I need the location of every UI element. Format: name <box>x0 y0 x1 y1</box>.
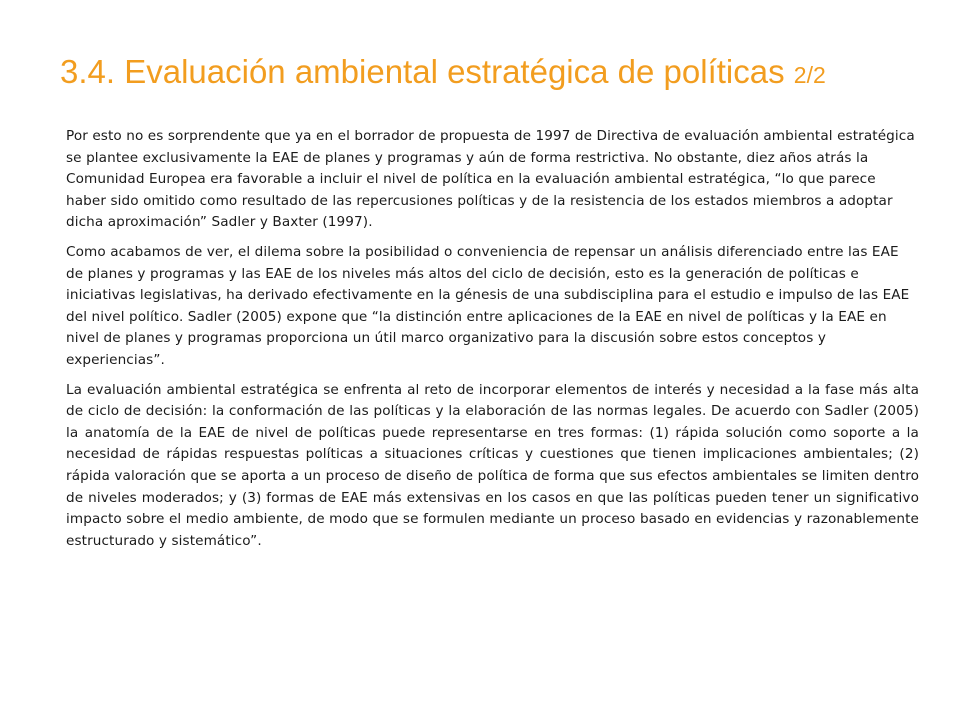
slide-body <box>66 126 919 560</box>
slide-page-indicator: 2/2 <box>793 62 826 88</box>
slide-title-text: 3.4. Evaluación ambiental estratégica de políticas <box>60 53 785 90</box>
paragraph-2: Como acabamos de ver, el dilema sobre la posibilidad o conveniencia de repensar un análisis diferenciado entre las EAE de planes y programas y las EAE de los niveles más altos del ciclo de decisión, esto es la generación de políticas e iniciativas legislativas, ha derivado efectivamente en la génesis de una subdisciplina para el estudio e impulso de las EAE del nivel político. Sadler (2005) expone que “la distinción entre aplicaciones de la EAE en nivel de políticas y la EAE en nivel de planes y programas proporciona un útil marco organizativo para la discusión sobre estos conceptos y experiencias”. <box>66 243 910 368</box>
paragraph-1: Por esto no es sorprendente que ya en el borrador de propuesta de 1997 de Directiva de evaluación ambiental estratégica se plantee exclusivamente la EAE de planes y programas y aún de forma restrictiva. No obstante, diez años atrás la Comunidad Europea era favorable a incluir el nivel de política en la evaluación ambiental estratégica, “lo que parece haber sido omitido como resultado de las repercusiones políticas y de la resistencia de los estados miembros a adoptar dicha aproximación” Sadler y Baxter (1997). <box>66 128 915 231</box>
slide-title <box>60 50 920 97</box>
paragraph-3: La evaluación ambiental estratégica se enfrenta al reto de incorporar elementos de interés y necesidad a la fase más alta de ciclo de decisión: la conformación de las políticas y la elaboración de las normas legales. De acuerdo con Sadler (2005) la anatomía de la EAE de nivel de políticas puede representarse en tres formas: (1) rápida solución como soporte a la necesidad de rápidas respuestas políticas a situaciones críticas y cuestiones que tienen implicaciones ambientales; (2) rápida valoración que se aporta a un proceso de diseño de política de forma que sus efectos ambientales se limiten dentro de niveles moderados; y (3) formas de EAE más extensivas en los casos en que las políticas pueden tener un significativo impacto sobre el medio ambiente, de modo que se formulen mediante un proceso basado en evidencias y razonablemente estructurado y sistemático”. <box>66 381 919 549</box>
